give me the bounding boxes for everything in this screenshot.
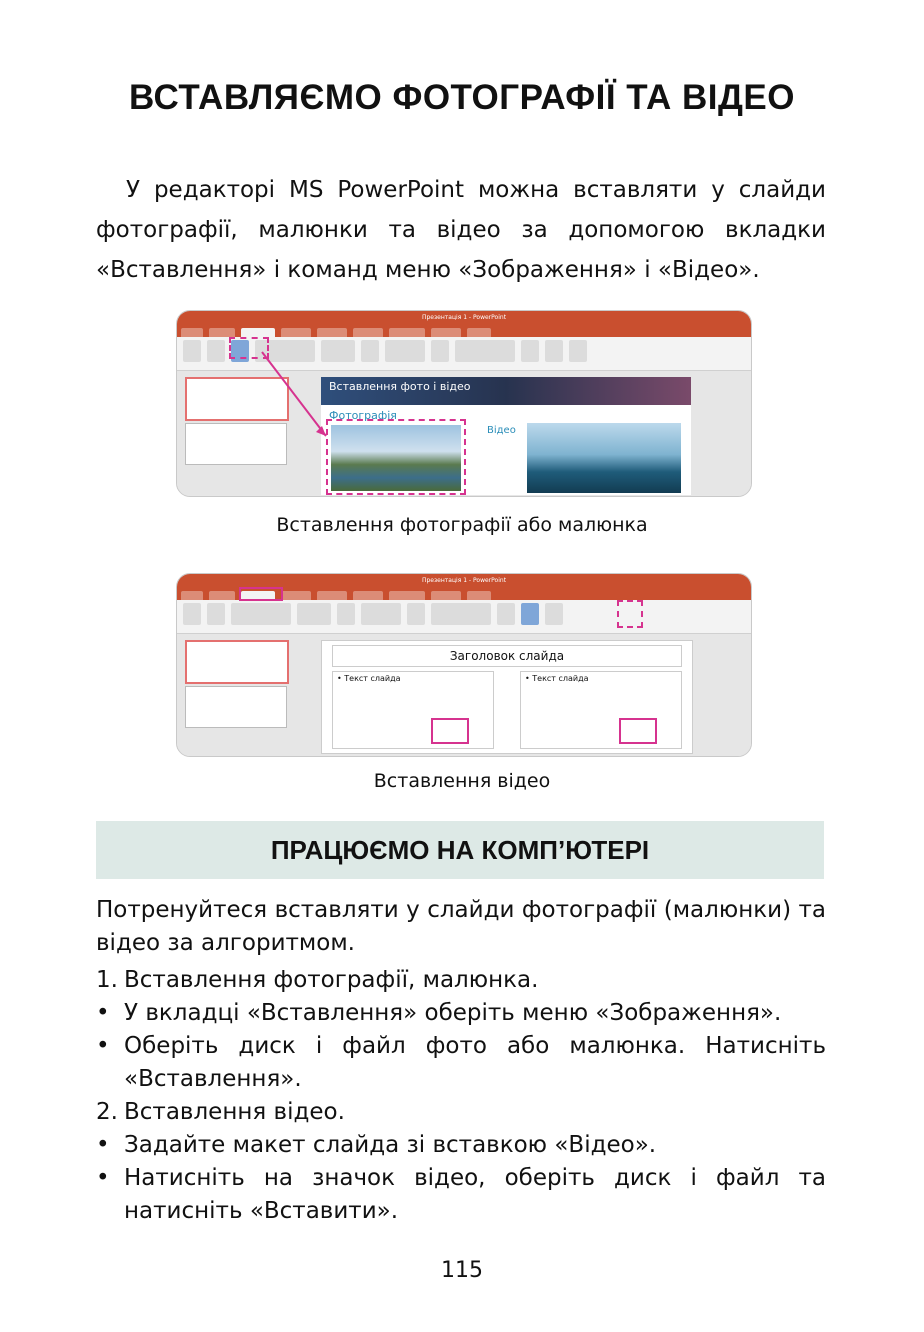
figure1-caption: Вставлення фотографії або малюнка	[276, 514, 648, 536]
tab-home[interactable]	[209, 591, 235, 600]
ribbon-tabs	[177, 325, 751, 337]
new-slide-button[interactable]	[183, 340, 201, 362]
tab-transitions[interactable]	[317, 328, 347, 337]
step-text: У вкладці «Вставлення» оберіть меню «Зображення».	[124, 1000, 782, 1026]
step-marker: 2.	[96, 1099, 118, 1125]
photo-label: Фотографія	[329, 409, 397, 422]
step-marker: 1.	[96, 967, 118, 993]
window-title: Презентація 1 - PowerPoint	[421, 314, 507, 321]
audio-button[interactable]	[569, 340, 587, 362]
tab-animations[interactable]	[353, 328, 383, 337]
tab-insert[interactable]	[241, 328, 275, 337]
images-group[interactable]	[231, 603, 291, 625]
slide-thumb-1[interactable]	[185, 640, 289, 684]
tab-review[interactable]	[431, 328, 461, 337]
tab-design[interactable]	[281, 591, 311, 600]
comment-button[interactable]	[407, 603, 425, 625]
intro-paragraph: У редакторі MS PowerPoint можна вставляти у слайди фотографії, малюнки та відео за допомогою вкладки «Вставлення» і команд меню «Зображення» і «Відео».	[96, 177, 826, 283]
window-titlebar	[177, 574, 751, 588]
tab-view[interactable]	[467, 328, 491, 337]
links-group[interactable]	[361, 603, 401, 625]
tab-file[interactable]	[181, 591, 203, 600]
page-title: ВСТАВЛЯЄМО ФОТОГРАФІЇ ТА ВІДЕО	[129, 78, 795, 117]
slide-thumb-2[interactable]	[185, 686, 287, 728]
step-item	[96, 1162, 826, 1228]
figure-video-insert	[176, 573, 752, 757]
step-item	[96, 1096, 826, 1129]
step-marker: •	[96, 1000, 110, 1026]
window-titlebar	[177, 311, 751, 325]
shapes-group[interactable]	[297, 603, 331, 625]
tab-animations[interactable]	[353, 591, 383, 600]
tab-file[interactable]	[181, 328, 203, 337]
table-button[interactable]	[207, 603, 225, 625]
insert-tab-highlight	[239, 587, 283, 601]
tab-home[interactable]	[209, 328, 235, 337]
step-marker: •	[96, 1033, 110, 1059]
video-frame	[527, 423, 681, 493]
slide-thumb-1[interactable]	[185, 377, 289, 421]
practice-text	[96, 894, 826, 1228]
pictures-highlight	[229, 337, 269, 359]
figure2-caption: Вставлення відео	[373, 770, 551, 792]
tab-slideshow[interactable]	[389, 591, 425, 600]
video-button[interactable]	[521, 603, 539, 625]
shapes-group[interactable]	[321, 340, 355, 362]
tab-slideshow[interactable]	[389, 328, 425, 337]
tab-view[interactable]	[467, 591, 491, 600]
page-number: 115	[441, 1258, 483, 1283]
section-heading: ПРАЦЮЄМО НА КОМП’ЮТЕРІ	[96, 821, 824, 879]
text-group[interactable]	[455, 340, 515, 362]
video-button-highlight	[617, 600, 643, 628]
links-group[interactable]	[385, 340, 425, 362]
step-item	[96, 1129, 826, 1162]
slide-title: Вставлення фото і відео	[329, 380, 471, 393]
step-item	[96, 997, 826, 1030]
tab-review[interactable]	[431, 591, 461, 600]
insert-video-icon[interactable]	[431, 718, 469, 744]
addins-button[interactable]	[361, 340, 379, 362]
new-slide-button[interactable]	[183, 603, 201, 625]
text-group[interactable]	[431, 603, 491, 625]
slide-canvas	[321, 377, 691, 495]
comment-button[interactable]	[431, 340, 449, 362]
window-title: Презентація 1 - PowerPoint	[421, 577, 507, 584]
video-label: Відео	[487, 425, 516, 436]
audio-button[interactable]	[545, 603, 563, 625]
work-area	[177, 634, 751, 756]
placeholder-text: • Текст слайда	[525, 674, 589, 683]
symbols-button[interactable]	[521, 340, 539, 362]
tab-design[interactable]	[281, 328, 311, 337]
step-item	[96, 1030, 826, 1096]
lead-paragraph: Потренуйтеся вставляти у слайди фотографії (малюнки) та відео за алгоритмом.	[96, 897, 826, 956]
video-button[interactable]	[545, 340, 563, 362]
figure-photo-insert	[176, 310, 752, 497]
table-button[interactable]	[207, 340, 225, 362]
content-placeholder-left	[332, 671, 494, 749]
slide-title: Заголовок слайда	[332, 645, 682, 667]
step-marker: •	[96, 1165, 110, 1191]
insert-video-icon[interactable]	[619, 718, 657, 744]
ribbon	[177, 600, 751, 634]
step-marker: •	[96, 1132, 110, 1158]
addins-button[interactable]	[337, 603, 355, 625]
symbols-button[interactable]	[497, 603, 515, 625]
step-item	[96, 964, 826, 997]
tab-transitions[interactable]	[317, 591, 347, 600]
step-text: Задайте макет слайда зі вставкою «Відео».	[124, 1132, 657, 1158]
placeholder-text: • Текст слайда	[337, 674, 401, 683]
content-placeholder-right	[520, 671, 682, 749]
slide-thumb-2[interactable]	[185, 423, 287, 465]
work-area	[177, 371, 751, 495]
step-text: Натисніть на значок відео, оберіть диск і файл та натисніть «Вставити».	[124, 1165, 826, 1224]
step-text: Вставлення фотографії, малюнка.	[124, 967, 539, 993]
photo-highlight	[326, 419, 466, 495]
slide-canvas	[321, 640, 693, 754]
step-text: Вставлення відео.	[124, 1099, 345, 1125]
step-text: Оберіть диск і файл фото або малюнка. Натисніть «Вставлення».	[124, 1033, 826, 1092]
